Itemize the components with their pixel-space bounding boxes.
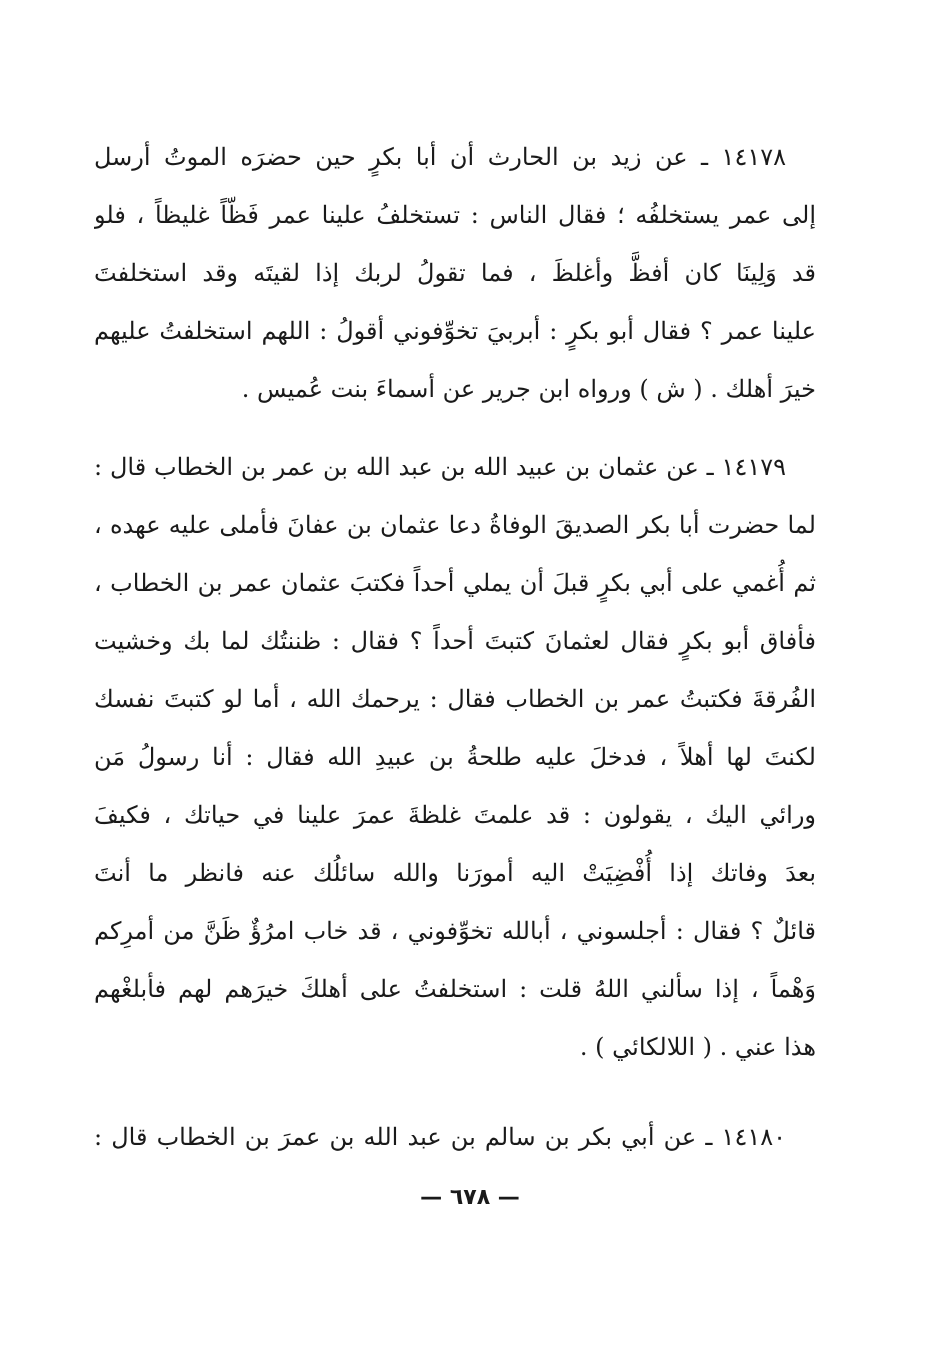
hadith-14180-paragraph: [94, 1108, 816, 1166]
text-line: بعدَ وفاتك إذا أُفْضِيَتْ اليه أمورَنا والله سائلُك عنه فانظر ما أنتَ: [94, 859, 816, 887]
text-line: ورائي اليك ، يقولون : قد علمتَ غلظةَ عمرَ علينا في حياتك ، فكيفَ: [94, 801, 816, 829]
text-line: فأفاق أبو بكرٍ فقال لعثمانَ كتبتَ أحداً ؟ فقال : ظننتُك لما بك وخشيت: [94, 627, 816, 655]
text-line: خيرَ أهلك . ( ش ) ورواه ابن جرير عن أسماءَ بنت عُميس .: [241, 375, 816, 403]
text-line: لما حضرت أبا بكر الصديقَ الوفاةُ دعا عثمان بن عفانَ فأملى عليه عهده ،: [94, 511, 816, 539]
text-line: إلى عمر يستخلفُه ؛ فقال الناس : تستخلفُ علينا عمر فَظّاً غليظاً ، فلو: [94, 201, 816, 229]
text-line: هذا عني . ( اللالكائي ) .: [579, 1033, 816, 1061]
text-line: وَهْماً ، إذا سألني اللهُ قلت : استخلفتُ على أهلكَ خيرَهم لهم فأبلغْهم: [94, 975, 816, 1003]
text-line: قد وَلِينَا كان أفظَّ وأغلظَ ، فما تقولُ لربك إذا لقيتَه وقد استخلفتَ: [94, 259, 816, 287]
text-line: لكنتَ لها أهلاً ، فدخلَ عليه طلحةُ بن عبيدِ الله فقال : أنا رسولُ مَن: [94, 743, 816, 771]
page-number: — ٦٧٨ —: [420, 1185, 520, 1210]
text-line: ١٤١٧٩ ـ عن عثمان بن عبيد الله بن عبد الله بن عمر بن الخطاب قال :: [94, 453, 786, 481]
text-line: الفُرقةَ فكتبتُ عمر بن الخطاب فقال : يرحمك الله ، أما لو كتبتَ نفسك: [94, 685, 816, 713]
hadith-14178-paragraph: [94, 128, 816, 418]
hadith-14179-paragraph: [94, 438, 816, 1076]
text-line: علينا عمر ؟ فقال أبو بكرٍ : أبربيَ تخوِّفوني أقولُ : اللهم استخلفتُ عليهم: [94, 317, 816, 345]
text-line: قائلٌ ؟ فقال : أجلسوني ، أبالله تخوِّفوني ، قد خاب امرُؤٌ ظَنَّ من أمرِكم: [94, 917, 816, 945]
text-line: ثم أُغمي على أبي بكرٍ قبلَ أن يملي أحداً فكتبَ عثمان عمر بن الخطاب ،: [94, 569, 816, 597]
text-line: ١٤١٨٠ ـ عن أبي بكر بن سالم بن عبد الله بن عمرَ بن الخطاب قال :: [94, 1123, 786, 1151]
text-line: ١٤١٧٨ ـ عن زيد بن الحارث أن أبا بكرٍ حين حضرَه الموتُ أرسل: [94, 143, 786, 171]
